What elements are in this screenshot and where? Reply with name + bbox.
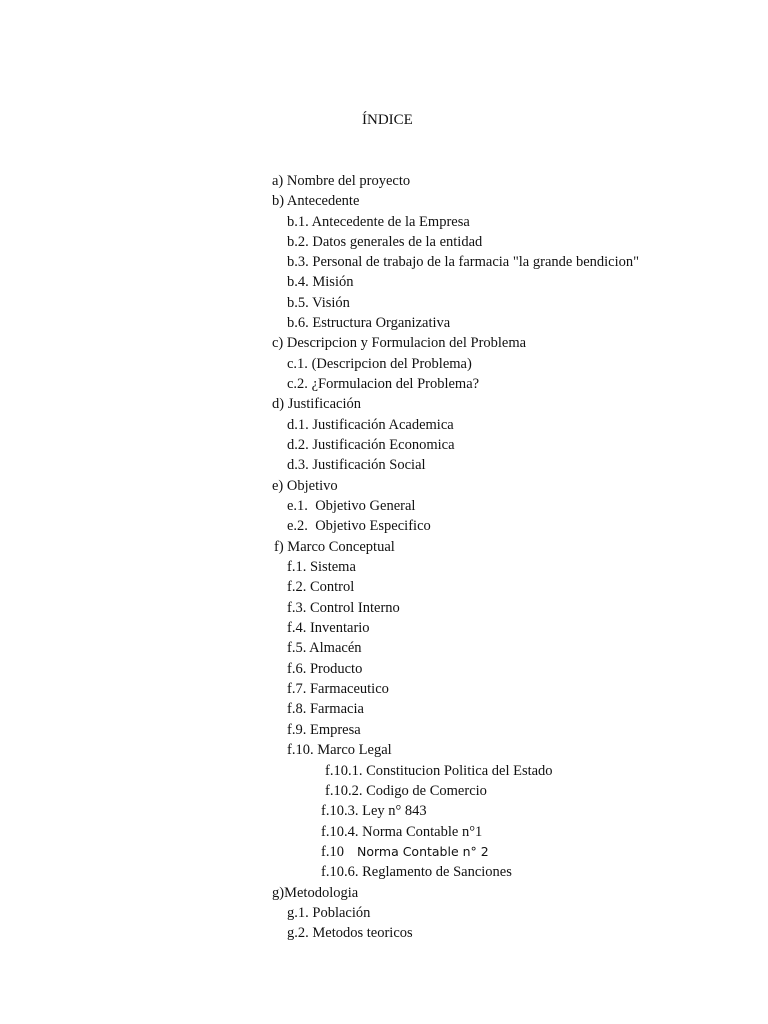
- toc-text: Datos generales de la entidad: [308, 234, 483, 250]
- toc-text: Empresa: [306, 722, 361, 738]
- toc-marker: a): [272, 173, 284, 189]
- toc-text: Antecedente: [284, 193, 360, 209]
- toc-entry-e: [272, 476, 338, 496]
- toc-text: Reglamento de Sanciones: [358, 864, 512, 880]
- index-title: ÍNDICE: [362, 112, 413, 128]
- toc-marker: f): [274, 539, 284, 555]
- toc-entry-b6: [287, 313, 450, 333]
- toc-entry-c2: [287, 374, 479, 394]
- toc-marker: f.10.2.: [325, 783, 363, 799]
- toc-text: Población: [308, 905, 371, 921]
- toc-text: Justificación Economica: [308, 437, 455, 453]
- toc-text: Descripcion y Formulacion del Problema: [283, 335, 527, 351]
- toc-text: Inventario: [306, 620, 370, 636]
- toc-marker: g.1.: [287, 905, 309, 921]
- toc-entry-f10-5: [321, 842, 489, 862]
- toc-entry-b5: [287, 293, 350, 313]
- toc-text: Almacén: [306, 640, 362, 656]
- toc-text: Estructura Organizativa: [308, 315, 451, 331]
- toc-entry-b3: [287, 252, 639, 272]
- toc-entry-g2: [287, 923, 413, 943]
- toc-text: Metodologia: [284, 885, 359, 901]
- toc-text: Misión: [308, 274, 354, 290]
- toc-text: Control: [306, 579, 355, 595]
- toc-entry-f2: [287, 577, 354, 597]
- toc-text: Justificación Academica: [308, 417, 454, 433]
- toc-text: Objetivo Especifico: [307, 518, 431, 534]
- toc-entry-f4: [287, 618, 370, 638]
- toc-entry-b1: [287, 212, 470, 232]
- toc-marker: b): [272, 193, 285, 209]
- toc-marker: f.1.: [287, 559, 307, 575]
- toc-entry-c: [272, 333, 526, 353]
- toc-text: Farmaceutico: [306, 681, 389, 697]
- toc-text: Marco Legal: [313, 742, 392, 758]
- toc-marker: f.10: [321, 844, 344, 860]
- toc-entry-b: [272, 191, 359, 211]
- toc-entry-e1: [287, 496, 415, 516]
- toc-entry-f5: [287, 638, 362, 658]
- toc-entry-f10-3: [321, 801, 427, 821]
- toc-marker: b.5.: [287, 295, 309, 311]
- toc-entry-a: [272, 171, 410, 191]
- toc-entry-f10-2: [325, 781, 487, 801]
- toc-text: Producto: [306, 661, 363, 677]
- toc-text: Objetivo General: [307, 498, 416, 514]
- toc-entry-f10-4: [321, 822, 482, 842]
- toc-text: Norma Contable n° 2: [356, 844, 489, 859]
- toc-entry-d: [272, 394, 361, 414]
- toc-entry-d1: [287, 415, 454, 435]
- toc-marker: f.2.: [287, 579, 307, 595]
- toc-marker: f.8.: [287, 701, 307, 717]
- toc-marker: f.10.6.: [321, 864, 359, 880]
- toc-marker: c): [272, 335, 284, 351]
- toc-marker: d): [272, 396, 285, 412]
- toc-marker: e): [272, 478, 284, 494]
- toc-marker: d.2.: [287, 437, 309, 453]
- toc-entry-f10-1: [325, 761, 553, 781]
- toc-marker: e.2.: [287, 518, 308, 534]
- toc-text: ¿Formulacion del Problema?: [307, 376, 480, 392]
- toc-entry-d3: [287, 455, 426, 475]
- toc-marker: f.10.: [287, 742, 314, 758]
- toc-marker: c.1.: [287, 356, 308, 372]
- toc-text: (Descripcion del Problema): [307, 356, 472, 372]
- toc-marker: f.10.4.: [321, 824, 359, 840]
- toc-entry-b4: [287, 272, 353, 292]
- toc-text: Control Interno: [306, 600, 400, 616]
- toc-marker: g): [272, 885, 285, 901]
- toc-text: Personal de trabajo de la farmacia "la grande bendicion": [308, 254, 640, 270]
- toc-entry-f3: [287, 598, 400, 618]
- toc-text: Farmacia: [306, 701, 364, 717]
- toc-entry-f10-6: [321, 862, 512, 882]
- toc-marker: b.6.: [287, 315, 309, 331]
- toc-marker: f.7.: [287, 681, 307, 697]
- toc-text: Marco Conceptual: [283, 539, 395, 555]
- toc-marker: f.9.: [287, 722, 307, 738]
- toc-marker: f.5.: [287, 640, 307, 656]
- toc-text: Nombre del proyecto: [283, 173, 411, 189]
- toc-marker: b.4.: [287, 274, 309, 290]
- toc-entry-e2: [287, 516, 431, 536]
- toc-marker: f.4.: [287, 620, 307, 636]
- toc-marker: b.2.: [287, 234, 309, 250]
- toc-text: Justificación Social: [308, 457, 426, 473]
- toc-marker: b.1.: [287, 214, 309, 230]
- toc-entry-g: [272, 883, 358, 903]
- toc-text: Ley n° 843: [358, 803, 427, 819]
- toc-marker: f.10.3.: [321, 803, 359, 819]
- toc-entry-c1: [287, 354, 472, 374]
- toc-text: Metodos teoricos: [308, 925, 413, 941]
- toc-text: Antecedente de la Empresa: [308, 214, 470, 230]
- toc-entry-b2: [287, 232, 482, 252]
- toc-entry-f9: [287, 720, 361, 740]
- toc-marker: f.6.: [287, 661, 307, 677]
- toc-text: Objetivo: [283, 478, 338, 494]
- toc-text: Justificación: [284, 396, 362, 412]
- toc-text: Codigo de Comercio: [362, 783, 487, 799]
- toc-entry-f: [274, 537, 395, 557]
- toc-marker: f.3.: [287, 600, 307, 616]
- toc-text: Sistema: [306, 559, 356, 575]
- toc-entry-f10: [287, 740, 392, 760]
- toc-entry-f1: [287, 557, 356, 577]
- toc-text: Constitucion Politica del Estado: [362, 763, 553, 779]
- toc-marker: f.10.1.: [325, 763, 363, 779]
- toc-marker: d.1.: [287, 417, 309, 433]
- toc-entry-f7: [287, 679, 389, 699]
- toc-entry-f6: [287, 659, 362, 679]
- toc-entry-f8: [287, 699, 364, 719]
- toc-marker: g.2.: [287, 925, 309, 941]
- toc-text: Norma Contable n°1: [358, 824, 483, 840]
- toc-entry-d2: [287, 435, 455, 455]
- toc-marker: c.2.: [287, 376, 308, 392]
- toc-marker: e.1.: [287, 498, 308, 514]
- toc-marker: d.3.: [287, 457, 309, 473]
- toc-entry-g1: [287, 903, 370, 923]
- toc-text: Visión: [308, 295, 350, 311]
- toc-marker: b.3.: [287, 254, 309, 270]
